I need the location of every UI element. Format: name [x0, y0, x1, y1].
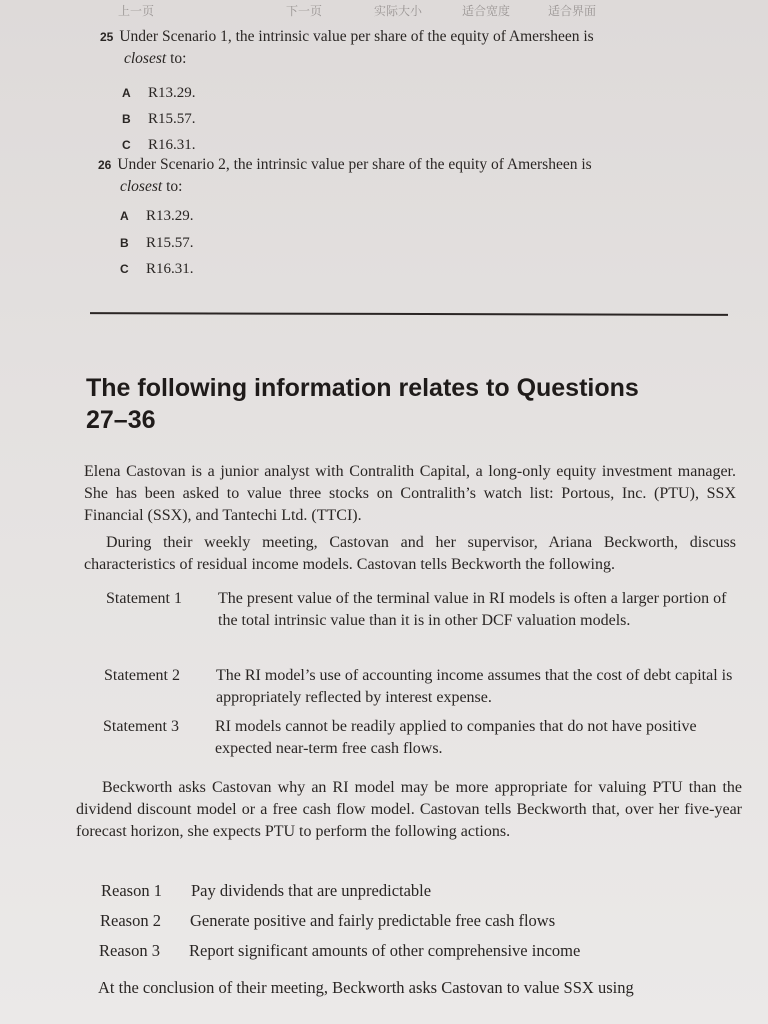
statement-label: Statement 3 [103, 718, 179, 735]
viewer-toolbar [0, 0, 768, 22]
option-25-c[interactable] [122, 137, 196, 154]
question-stem-end: to: [162, 178, 183, 195]
actual-size-button[interactable]: 实际大小 [374, 4, 423, 18]
paragraph-beckworth-question: Beckworth asks Castovan why an RI model may be more appropriate for valuing PTU than the dividend discount model or a free cash flow model. Castovan tells Beckworth that, over her five-year forecast horizon, she expects PTU to perform the following actions. [76, 779, 742, 840]
option-26-a[interactable] [120, 208, 194, 225]
option-25-b[interactable] [122, 111, 196, 128]
statement-text: RI models cannot be readily applied to companies that do not have positive expected near-term free cash flows. [215, 718, 697, 757]
question-number: 25 [100, 30, 114, 44]
question-number: 26 [98, 158, 112, 172]
option-text: R16.31. [146, 261, 194, 277]
prev-page-button[interactable]: 上一页 [118, 4, 155, 18]
fit-page-button[interactable]: 适合界面 [548, 4, 597, 18]
option-text: R15.57. [148, 111, 196, 127]
section-heading-line-1: The following information relates to Questions [86, 374, 639, 402]
option-text: R15.57. [146, 235, 194, 251]
option-text: R16.31. [148, 137, 196, 153]
statement-1 [106, 588, 736, 658]
paragraph-meeting: During their weekly meeting, Castovan and her supervisor, Ariana Beckworth, discuss characteristics of residual income models. Castovan tells Beckworth the following. [84, 534, 736, 573]
option-25-a[interactable] [122, 85, 196, 102]
statement-label: Statement 1 [106, 590, 182, 607]
option-letter: B [122, 112, 131, 126]
reason-1 [101, 881, 431, 901]
question-stem-emphasis: closest [120, 178, 163, 195]
question-stem: Under Scenario 2, the intrinsic value per share of the equity of Amersheen is [117, 156, 592, 173]
option-26-b[interactable] [120, 235, 194, 252]
paragraph-intro: Elena Castovan is a junior analyst with Contralith Capital, a long-only equity investment manager. She has been asked to value three stocks on Contralith’s watch list: Portous, Inc. (PTU), SSX Financial (SSX), and Tantechi Ltd. (TTCI). [84, 463, 736, 524]
statement-2 [104, 665, 736, 711]
reason-text: Report significant amounts of other comprehensive income [189, 941, 581, 960]
question-stem-end: to: [166, 50, 187, 67]
option-letter: C [122, 138, 131, 152]
option-letter: A [120, 209, 129, 223]
statement-text: The present value of the terminal value in RI models is often a larger portion of the total intrinsic value than it is in other DCF valuation models. [218, 590, 727, 629]
option-text: R13.29. [148, 85, 196, 101]
section-heading-line-2: 27–36 [86, 406, 156, 434]
reason-text: Generate positive and fairly predictable free cash flows [190, 911, 556, 930]
statement-label: Statement 2 [104, 667, 180, 684]
reason-2 [100, 911, 555, 931]
reason-text: Pay dividends that are unpredictable [191, 881, 432, 900]
fit-width-button[interactable]: 适合宽度 [462, 4, 511, 18]
option-text: R13.29. [146, 208, 194, 224]
reason-label: Reason 2 [100, 911, 161, 930]
next-page-button[interactable]: 下一页 [286, 4, 323, 18]
question-stem-emphasis: closest [124, 50, 167, 67]
reason-label: Reason 1 [101, 881, 162, 900]
reason-label: Reason 3 [99, 941, 160, 960]
reason-3 [99, 941, 580, 961]
option-letter: A [122, 86, 131, 100]
section-divider [90, 312, 728, 316]
paragraph-conclusion: At the conclusion of their meeting, Beckworth asks Castovan to value SSX using [98, 978, 634, 997]
statement-3 [103, 716, 736, 762]
option-letter: B [120, 236, 129, 250]
question-stem: Under Scenario 1, the intrinsic value per share of the equity of Amersheen is [119, 28, 594, 45]
option-letter: C [120, 262, 129, 276]
question-25 [100, 26, 720, 70]
option-26-c[interactable] [120, 261, 194, 278]
statement-text: The RI model’s use of accounting income assumes that the cost of debt capital is appropriately reflected by interest expense. [216, 667, 733, 706]
question-26 [98, 154, 718, 198]
section-heading [86, 372, 726, 436]
